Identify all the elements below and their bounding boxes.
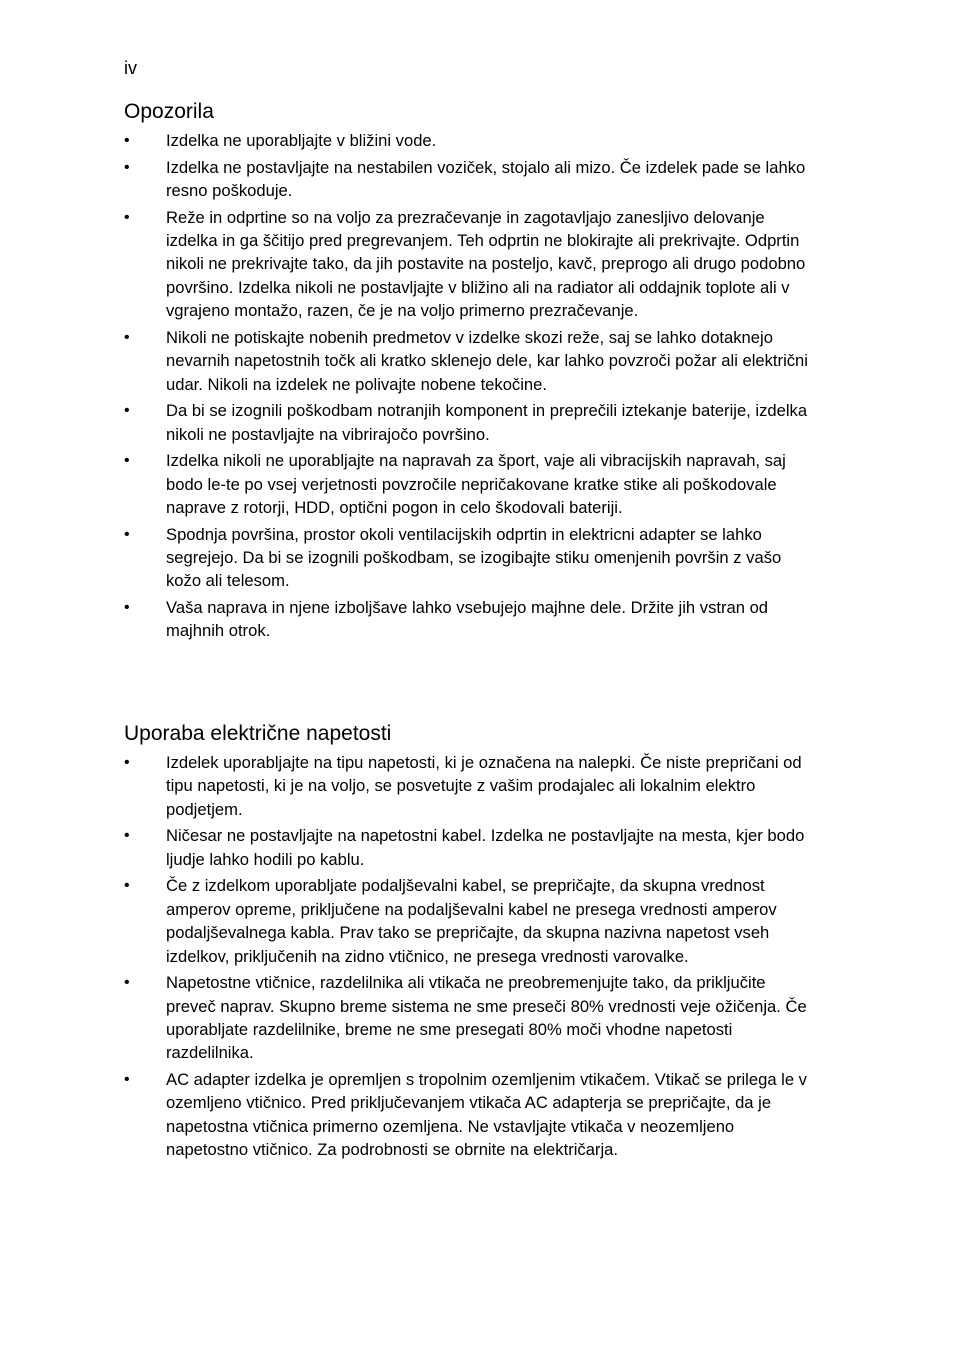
list-item-text: Napetostne vtičnice, razdelilnika ali vtikača ne preobremenjujte tako, da priključite preveč naprav. Skupno breme sistema ne sme preseči 80% vrednosti veje ožičenja. Če uporabljate razdelilnike, breme ne sme presegati 80% moči vhodne napetosti razdelilnika. xyxy=(166,973,807,1063)
list-item-text: Vaša naprava in njene izboljšave lahko vsebujejo majhne dele. Držite jih vstran od majhnih otrok. xyxy=(166,598,769,641)
bullet-icon: • xyxy=(124,599,130,617)
bullet-icon: • xyxy=(124,328,130,346)
bullet-icon: • xyxy=(124,132,130,149)
bullet-icon: • xyxy=(124,402,130,420)
list-item xyxy=(124,1068,814,1162)
section-electrical-power xyxy=(124,722,814,1165)
list-item-text: Nikoli ne potiskajte nobenih predmetov v izdelke skozi reže, saj se lahko dotaknejo nevarnih napetostnih točk ali kratko sklenejo dele, kar lahko povzroči požar ali električni udar. Nikoli na izdelek ne polivajte nobene tekočine. xyxy=(166,327,808,394)
list-item xyxy=(124,156,814,203)
section-heading: Uporaba električne napetosti xyxy=(124,722,392,745)
list-item xyxy=(124,399,814,446)
page-number: iv xyxy=(124,58,137,78)
list-item-text: Izdelek uporabljajte na tipu napetosti, ki je označena na nalepki. Če niste prepričani od tipu napetosti, ki je na voljo, se posvetujte z vašim prodajalec ali lokalnim elektro podjetjem. xyxy=(166,753,802,819)
list-item-text: AC adapter izdelka je opremljen s tropolnim ozemljenim vtikačem. Vtikač se prilega le v ozemljeno vtičnico. Pred priključevanjem vtikača AC adapterja se prepričajte, da je napetostna vtičnica primerno ozemljena. Ne vstavljajte vtikača v neozemljeno napetostno vtičnico. Za podrobnosti se obrnite na električarja. xyxy=(166,1070,807,1160)
list-item xyxy=(124,326,814,396)
list-item-text: Če z izdelkom uporabljate podaljševalni kabel, se prepričajte, da skupna vrednost amperov opreme, priključene na podaljševalni kabel ne presega vrednosti amperov podaljševalnega kabla. Prav tako se prepričajte, da skupna nazivna napetost vseh izdelkov, priključenih na zidno vtičnico, ne presega vrednosti varovalke. xyxy=(166,876,777,966)
list-item-text: Izdelka ne uporabljajte v bližini vode. xyxy=(166,131,437,150)
section-warnings xyxy=(124,100,814,646)
bullet-icon: • xyxy=(124,525,130,543)
list-item xyxy=(124,596,814,643)
bullet-icon: • xyxy=(124,208,130,226)
section-heading: Opozorila xyxy=(124,100,214,123)
list-item xyxy=(124,824,814,871)
bullet-icon: • xyxy=(124,754,130,771)
bullet-list xyxy=(124,751,814,1162)
list-item xyxy=(124,874,814,968)
bullet-list xyxy=(124,129,814,643)
list-item-text: Izdelka ne postavljajte na nestabilen voziček, stojalo ali mizo. Če izdelek pade se lahko resno poškoduje. xyxy=(166,157,806,200)
list-item xyxy=(124,129,814,152)
bullet-icon: • xyxy=(124,877,130,895)
bullet-icon: • xyxy=(124,827,130,845)
list-item xyxy=(124,206,814,323)
list-item-text: Ničesar ne postavljajte na napetostni kabel. Izdelka ne postavljajte na mesta, kjer bodo ljudje lahko hodili po kablu. xyxy=(166,826,805,869)
bullet-icon: • xyxy=(124,974,130,992)
bullet-icon: • xyxy=(124,158,130,176)
list-item-text: Spodnja površina, prostor okoli ventilacijskih odprtin in elektricni adapter se lahko segrejejo. Da bi se izognili poškodbam, se izogibajte stiku omenjenih površin z vašo kožo ali telesom. xyxy=(166,524,782,591)
bullet-icon: • xyxy=(124,1071,130,1089)
list-item-text: Da bi se izognili poškodbam notranjih komponent in preprečili iztekanje baterije, izdelka nikoli ne postavljajte na vibrirajočo površino. xyxy=(166,401,808,444)
bullet-icon: • xyxy=(124,452,130,470)
list-item-text: Izdelka nikoli ne uporabljajte na napravah za šport, vaje ali vibracijskih napravah, saj bodo le-te po vsej verjetnosti povzročile nepričakovane kratke stike ali poškodovale naprave z rotorji, HDD, optični pogon in celo škodovali bateriji. xyxy=(166,451,786,518)
list-item-text: Reže in odprtine so na voljo za prezračevanje in zagotavljajo zanesljivo delovanje izdelka in ga ščitijo pred pregrevanjem. Teh odprtin ne blokirajte ali prekrivajte. Odprtin nikoli ne prekrivajte tako, da jih postavite na posteljo, kavč, preprogo ali drugo podobno površino. Izdelka nikoli ne postavljajte v bližino ali na radiator ali oddajnik toplote ali v vgrajeno montažo, razen, če je na voljo primerno prezračevanje. xyxy=(166,207,806,321)
list-item xyxy=(124,971,814,1065)
list-item xyxy=(124,449,814,519)
list-item xyxy=(124,523,814,593)
list-item xyxy=(124,751,814,821)
